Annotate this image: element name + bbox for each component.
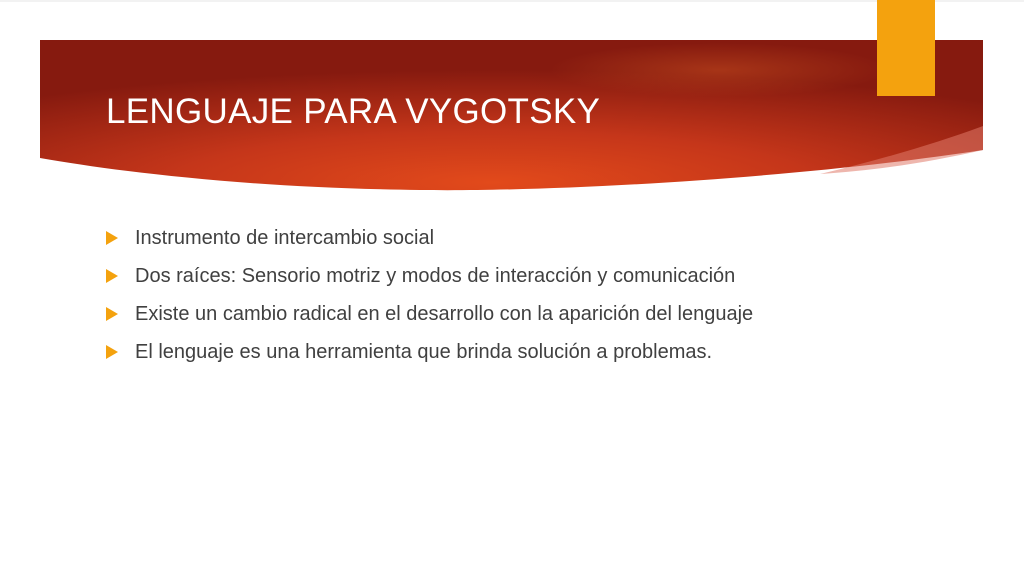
bullet-text: Instrumento de intercambio social (135, 227, 435, 249)
bullet-item (106, 302, 826, 326)
bullet-text: El lenguaje es una herramienta que brinda solución a problemas. (135, 341, 713, 363)
bullet-list (106, 226, 826, 378)
slide-title: LENGUAJE PARA VYGOTSKY (106, 92, 601, 131)
triangle-bullet-icon (106, 231, 118, 245)
bullet-item (106, 264, 826, 288)
triangle-bullet-icon (106, 269, 118, 283)
triangle-bullet-icon (106, 307, 118, 321)
triangle-bullet-icon (106, 345, 118, 359)
accent-tab (877, 0, 935, 96)
bullet-text: Dos raíces: Sensorio motriz y modos de interacción y comunicación (135, 265, 736, 287)
bullet-text: Existe un cambio radical en el desarrollo con la aparición del lenguaje (135, 303, 754, 325)
bullet-item (106, 340, 826, 364)
bullet-item (106, 226, 826, 250)
